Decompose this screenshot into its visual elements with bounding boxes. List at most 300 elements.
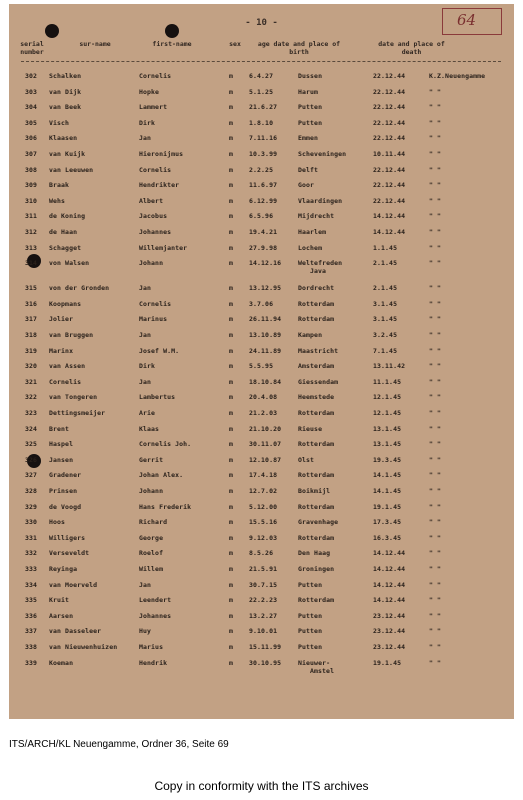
death-date: 2.1.45 (373, 284, 398, 293)
record-row (9, 612, 514, 624)
birth-date: 30.11.07 (249, 440, 282, 449)
death-place: " " (429, 409, 442, 417)
header-first-name: first-name (152, 40, 192, 48)
surname: Aarsen (49, 611, 74, 620)
birth-place: Dordrecht (298, 284, 335, 293)
birth-place: Rotterdam (298, 471, 335, 480)
surname: Jansen (49, 455, 74, 464)
sex: m (229, 87, 234, 96)
birth-place: Putten (298, 580, 323, 589)
birth-place: Den Haag (298, 549, 331, 558)
first-name: Willem (139, 565, 164, 573)
death-place: " " (429, 658, 442, 667)
first-name: Johannes (139, 611, 172, 620)
birth-place: Maastricht (298, 346, 339, 355)
surname: de Koning (49, 212, 86, 221)
surname: van Assen (49, 362, 86, 371)
record-row (9, 228, 514, 240)
birth-place: Gravenhage (298, 518, 339, 527)
birth-date: 8.5.26 (249, 549, 274, 558)
serial-number: 311 (25, 212, 38, 221)
first-name: Jan (139, 377, 152, 386)
death-place: " " (429, 87, 442, 96)
serial-number: 318 (25, 331, 38, 339)
header-surname: sur-name (79, 40, 111, 48)
birth-place: Groningen (298, 565, 335, 573)
sex: m (229, 228, 234, 236)
record-row (9, 72, 514, 84)
birth-date: 13.12.95 (249, 284, 282, 293)
death-date: 3.1.45 (373, 299, 398, 308)
death-date: 3.2.45 (373, 331, 398, 339)
first-name: Roelof (139, 549, 164, 558)
birth-place: Olst (298, 455, 315, 464)
birth-place: Goor (298, 181, 315, 190)
death-date: 16.3.45 (373, 533, 402, 542)
record-row (9, 259, 514, 276)
birth-date: 11.6.97 (249, 181, 278, 190)
surname: Marinx (49, 346, 74, 355)
serial-number: 326 (25, 455, 38, 464)
surname: de Voogd (49, 502, 82, 511)
birth-date: 21.6.27 (249, 103, 278, 112)
first-name: Leendert (139, 596, 172, 605)
surname: Haspel (49, 440, 74, 449)
first-name: Cornelis (139, 72, 172, 80)
record-row (9, 119, 514, 131)
death-date: 22.12.44 (373, 134, 406, 143)
birth-date: 12.10.87 (249, 455, 282, 464)
first-name: Jan (139, 284, 152, 293)
birth-date: 12.7.02 (249, 487, 278, 495)
first-name: Gerrit (139, 455, 164, 464)
birth-place: Weltefreden (298, 259, 343, 268)
surname: Klaasen (49, 134, 78, 143)
sex: m (229, 409, 234, 417)
surname: Schalken (49, 72, 82, 80)
serial-number: 320 (25, 362, 38, 371)
first-name: Albert (139, 196, 164, 205)
first-name: Arie (139, 409, 156, 417)
death-place: " " (429, 243, 442, 252)
birth-date: 27.9.98 (249, 243, 278, 252)
death-place: " " (429, 596, 442, 605)
birth-place: Delft (298, 165, 319, 174)
serial-number: 337 (25, 627, 38, 636)
birth-place: Emmen (298, 134, 319, 143)
death-place: " " (429, 502, 442, 511)
death-place: " " (429, 181, 442, 190)
first-name: Lambertus (139, 393, 176, 402)
death-date: 23.12.44 (373, 611, 406, 620)
record-row (9, 503, 514, 515)
surname: Wehs (49, 196, 66, 205)
birth-date: 19.4.21 (249, 228, 278, 236)
birth-place: Mijdrecht (298, 212, 335, 221)
death-date: 14.12.44 (373, 212, 406, 221)
record-row (9, 643, 514, 655)
record-row (9, 197, 514, 209)
birth-place: Putten (298, 643, 323, 651)
first-name: Johannes (139, 228, 172, 236)
birth-place: Rotterdam (298, 596, 335, 605)
death-date: 19.3.45 (373, 455, 402, 464)
sex: m (229, 455, 234, 464)
birth-date: 21.10.20 (249, 424, 282, 433)
death-place: " " (429, 118, 442, 127)
death-date: 22.12.44 (373, 103, 406, 112)
sex: m (229, 103, 234, 112)
serial-number: 328 (25, 487, 38, 495)
record-row (9, 331, 514, 343)
death-place: " " (429, 315, 442, 324)
birth-place: Rotterdam (298, 409, 335, 417)
record-row (9, 549, 514, 561)
record-row (9, 88, 514, 100)
death-place: " " (429, 362, 442, 371)
death-place: " " (429, 611, 442, 620)
sex: m (229, 134, 234, 143)
surname: Koopmans (49, 299, 82, 308)
birth-date: 24.11.89 (249, 346, 282, 355)
death-date: 14.1.45 (373, 487, 402, 495)
sex: m (229, 150, 234, 158)
stamp-number: 64 (457, 11, 477, 29)
record-row (9, 456, 514, 468)
record-row (9, 534, 514, 546)
death-place: " " (429, 150, 442, 158)
first-name: Lammert (139, 103, 168, 112)
serial-number: 323 (25, 409, 38, 417)
surname: Hoos (49, 518, 66, 527)
surname: Koeman (49, 658, 74, 667)
birth-date: 2.2.25 (249, 165, 274, 174)
birth-date: 21.5.91 (249, 565, 278, 573)
record-row (9, 150, 514, 162)
death-place: " " (429, 487, 442, 495)
record-row (9, 440, 514, 452)
serial-number: 338 (25, 643, 38, 651)
surname: van Nieuwenhuizen (49, 643, 118, 651)
sex: m (229, 518, 234, 527)
record-row (9, 627, 514, 639)
serial-number: 303 (25, 87, 38, 96)
serial-number: 321 (25, 377, 38, 386)
first-name: Johann (139, 487, 164, 495)
death-date: 19.1.45 (373, 502, 402, 511)
sex: m (229, 118, 234, 127)
serial-number: 304 (25, 103, 38, 112)
sex: m (229, 393, 234, 402)
birth-place: Dussen (298, 72, 323, 80)
surname: von Walsen (49, 259, 90, 268)
birth-date: 1.8.10 (249, 118, 274, 127)
document-scan (9, 4, 514, 719)
record-row (9, 103, 514, 115)
birth-date: 6.4.27 (249, 72, 274, 80)
header-birth: age date and place of birth (257, 40, 341, 56)
death-place: " " (429, 565, 442, 573)
birth-date: 3.7.06 (249, 299, 274, 308)
death-date: 22.12.44 (373, 165, 406, 174)
death-date: 14.12.44 (373, 228, 406, 236)
death-date: 13.1.45 (373, 424, 402, 433)
first-name: Marinus (139, 315, 168, 324)
surname: Prinsen (49, 487, 78, 495)
death-date: 12.1.45 (373, 393, 402, 402)
death-date: 22.12.44 (373, 181, 406, 190)
death-date: 22.12.44 (373, 87, 406, 96)
death-place: " " (429, 455, 442, 464)
surname: van Bruggen (49, 331, 94, 339)
death-place: " " (429, 643, 442, 651)
surname: Schagget (49, 243, 82, 252)
serial-number: 335 (25, 596, 38, 605)
sex: m (229, 331, 234, 339)
birth-place: Vlaardingen (298, 196, 343, 205)
record-row (9, 409, 514, 421)
surname: van Beek (49, 103, 82, 112)
serial-number: 310 (25, 196, 38, 205)
birth-date: 30.10.95 (249, 658, 282, 667)
surname: van Moerveld (49, 580, 98, 589)
surname: Jolier (49, 315, 74, 324)
first-name: Hendrikter (139, 181, 180, 190)
death-place: " " (429, 228, 442, 236)
birth-place: Rotterdam (298, 440, 335, 449)
sex: m (229, 643, 234, 651)
death-place: " " (429, 196, 442, 205)
record-row (9, 518, 514, 530)
death-place: " " (429, 331, 442, 339)
first-name: Cornelis (139, 299, 172, 308)
first-name: Jacobus (139, 212, 168, 221)
serial-number: 302 (25, 72, 38, 80)
birth-place: Haarlem (298, 228, 327, 236)
sex: m (229, 487, 234, 495)
death-date: 14.12.44 (373, 565, 406, 573)
death-place: K.Z.Neuengamme (429, 72, 486, 80)
first-name: Willemjanter (139, 243, 188, 252)
record-row (9, 362, 514, 374)
record-row (9, 181, 514, 193)
death-place: " " (429, 424, 442, 433)
death-date: 11.1.45 (373, 377, 402, 386)
first-name: Hopke (139, 87, 160, 96)
serial-number: 325 (25, 440, 38, 449)
sex: m (229, 471, 234, 480)
serial-number: 305 (25, 118, 38, 127)
serial-number: 313 (25, 243, 38, 252)
sex: m (229, 424, 234, 433)
birth-date: 15.5.16 (249, 518, 278, 527)
birth-place: Rotterdam (298, 299, 335, 308)
death-place: " " (429, 440, 442, 449)
birth-place: Nieuwer- (298, 658, 331, 667)
serial-number: 331 (25, 533, 38, 542)
record-row (9, 347, 514, 359)
conformity-note: Copy in conformity with the ITS archives (154, 779, 369, 793)
birth-place: Rotterdam (298, 502, 335, 511)
birth-date: 30.7.15 (249, 580, 278, 589)
sex: m (229, 165, 234, 174)
sex: m (229, 565, 234, 573)
record-row (9, 658, 514, 675)
serial-number: 314 (25, 259, 38, 268)
death-date: 14.12.44 (373, 580, 406, 589)
death-place: " " (429, 580, 442, 589)
birth-date: 6.5.96 (249, 212, 274, 221)
birth-place: Putten (298, 627, 323, 636)
surname: van Dasseleer (49, 627, 102, 636)
death-place: " " (429, 533, 442, 542)
first-name: Jan (139, 134, 152, 143)
birth-date: 18.10.84 (249, 377, 282, 386)
birth-date: 9.10.01 (249, 627, 278, 636)
record-row (9, 134, 514, 146)
archive-stamp (442, 8, 502, 35)
death-date: 14.1.45 (373, 471, 402, 480)
header-sex: sex (229, 40, 241, 48)
first-name: Jan (139, 331, 152, 339)
serial-number: 327 (25, 471, 38, 480)
birth-place: Putten (298, 118, 323, 127)
serial-number: 333 (25, 565, 38, 573)
surname: Visch (49, 118, 70, 127)
sex: m (229, 596, 234, 605)
record-row (9, 244, 514, 256)
birth-date: 13.2.27 (249, 611, 278, 620)
birth-place: Putten (298, 611, 323, 620)
death-date: 10.11.44 (373, 150, 406, 158)
surname: van Tongeren (49, 393, 98, 402)
death-date: 13.1.45 (373, 440, 402, 449)
death-date: 7.1.45 (373, 346, 398, 355)
serial-number: 315 (25, 284, 38, 293)
first-name: Hendrik (139, 658, 168, 667)
birth-place: Putten (298, 103, 323, 112)
death-date: 12.1.45 (373, 409, 402, 417)
death-date: 13.11.42 (373, 362, 406, 371)
birth-date: 10.3.99 (249, 150, 278, 158)
death-date: 22.12.44 (373, 118, 406, 127)
birth-date: 5.5.95 (249, 362, 274, 371)
sex: m (229, 243, 234, 252)
surname: Dettingsmeijer (49, 409, 106, 417)
death-place: " " (429, 259, 442, 268)
serial-number: 312 (25, 228, 38, 236)
serial-number: 309 (25, 181, 38, 190)
archive-reference: ITS/ARCH/KL Neuengamme, Ordner 36, Seite 69 (9, 739, 229, 750)
record-row (9, 581, 514, 593)
first-name: Jan (139, 580, 152, 589)
birth-date: 13.10.89 (249, 331, 282, 339)
first-name: Johan Alex. (139, 471, 184, 480)
first-name: Hans Frederik (139, 502, 192, 511)
birth-date: 20.4.08 (249, 393, 278, 402)
birth-place: Harum (298, 87, 319, 96)
death-place: " " (429, 549, 442, 558)
first-name: Dirk (139, 118, 156, 127)
death-date: 23.12.44 (373, 643, 406, 651)
record-row (9, 425, 514, 437)
surname: von der Gronden (49, 284, 110, 293)
record-row (9, 315, 514, 327)
serial-number: 322 (25, 393, 38, 402)
birth-place: Rieuse (298, 424, 323, 433)
death-place: " " (429, 393, 442, 402)
serial-number: 339 (25, 658, 38, 667)
record-row (9, 393, 514, 405)
serial-number: 334 (25, 580, 38, 589)
death-date: 22.12.44 (373, 196, 406, 205)
record-row (9, 212, 514, 224)
death-place: " " (429, 627, 442, 636)
birth-place: Kampen (298, 331, 323, 339)
birth-date: 17.4.18 (249, 471, 278, 480)
birth-place: Boikmijl (298, 487, 331, 495)
death-date: 3.1.45 (373, 315, 398, 324)
birth-place: Amsterdam (298, 362, 335, 371)
serial-number: 306 (25, 134, 38, 143)
serial-number: 317 (25, 315, 38, 324)
surname: van Kuijk (49, 150, 86, 158)
serial-number: 330 (25, 518, 38, 527)
birth-date: 7.11.16 (249, 134, 278, 143)
serial-number: 329 (25, 502, 38, 511)
first-name: Hieronijmus (139, 150, 184, 158)
first-name: Huy (139, 627, 152, 636)
record-row (9, 565, 514, 577)
sex: m (229, 362, 234, 371)
header-death: date and place of death (378, 40, 445, 56)
sex: m (229, 315, 234, 324)
serial-number: 332 (25, 549, 38, 558)
first-name: Johann (139, 259, 164, 268)
birth-place: Scheveningen (298, 150, 347, 158)
death-place: " " (429, 134, 442, 143)
surname: Gradener (49, 471, 82, 480)
death-date: 14.12.44 (373, 596, 406, 605)
serial-number: 336 (25, 611, 38, 620)
birth-date: 5.12.00 (249, 502, 278, 511)
sex: m (229, 72, 234, 80)
surname: Brent (49, 424, 70, 433)
serial-number: 308 (25, 165, 38, 174)
death-place: " " (429, 471, 442, 480)
surname: de Haan (49, 228, 78, 236)
first-name: Richard (139, 518, 168, 527)
sex: m (229, 259, 234, 268)
birth-date: 6.12.99 (249, 196, 278, 205)
surname: Braak (49, 181, 70, 190)
birth-place: Heemstede (298, 393, 335, 402)
death-date: 14.12.44 (373, 549, 406, 558)
birth-date: 15.11.99 (249, 643, 282, 651)
death-place: " " (429, 377, 442, 386)
sex: m (229, 627, 234, 636)
record-row (9, 284, 514, 296)
birth-date: 26.11.94 (249, 315, 282, 324)
death-place: " " (429, 299, 442, 308)
birth-place: Lochem (298, 243, 323, 252)
death-date: 19.1.45 (373, 658, 402, 667)
first-name: Cornelis (139, 165, 172, 174)
surname: Kruit (49, 596, 70, 605)
surname: Reyinga (49, 565, 78, 573)
first-name: Marius (139, 643, 164, 651)
record-row (9, 166, 514, 178)
